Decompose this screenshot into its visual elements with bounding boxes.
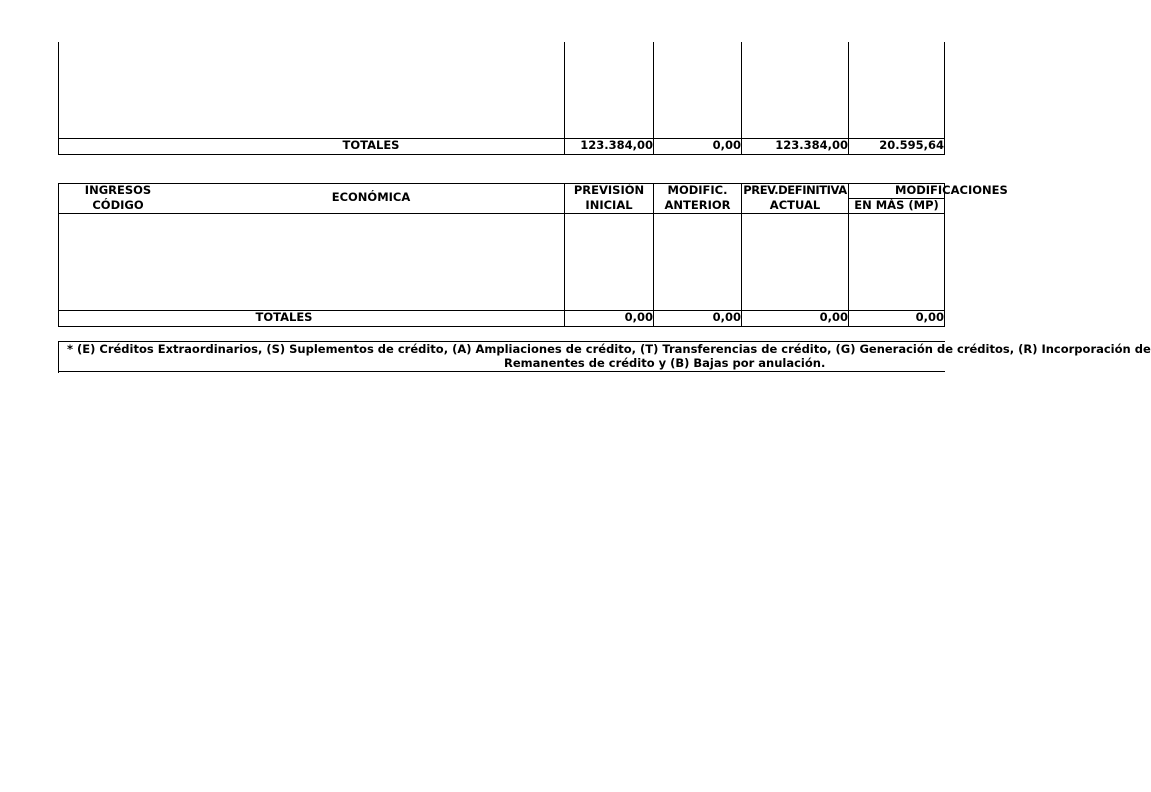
income-table — [58, 183, 1008, 327]
upper-total-modific-anterior: 0,00 — [712, 138, 741, 152]
upper-total-modific: 20.595,64 — [879, 138, 944, 152]
income-total-modific-anterior: 0,00 — [712, 310, 741, 324]
upper-total-prevision-inicial: 123.384,00 — [580, 138, 653, 152]
footnote-line2: Remanentes de crédito y (B) Bajas por anulación. — [504, 356, 826, 370]
header-economica: ECONÓMICA — [331, 190, 411, 204]
header-modific-line1: MODIFIC. — [667, 183, 728, 197]
header-en-mas: EN MÁS (MP) — [854, 198, 939, 212]
income-totals-label: TOTALES — [255, 310, 313, 324]
header-prevdef-line2: ACTUAL — [769, 198, 821, 212]
footnote-line1: * (E) Créditos Extraordinarios, (S) Suplementos de crédito, (A) Ampliaciones de crédito, (T) Transferencias de crédito, (G) Generación de créditos, (R) Incorporación de — [67, 342, 1151, 356]
upper-table — [58, 42, 945, 155]
income-total-prevision-inicial: 0,00 — [624, 310, 653, 324]
upper-totals-label: TOTALES — [342, 138, 400, 152]
header-prevision-line2: INICIAL — [585, 198, 633, 212]
header-prevdef-line1: PREV.DEFINITIVA — [743, 183, 847, 197]
header-modific-line2: ANTERIOR — [664, 198, 731, 212]
income-total-en-mas: 0,00 — [915, 310, 944, 324]
footnote-box — [58, 341, 1151, 373]
header-codigo-line2: CÓDIGO — [92, 198, 144, 212]
upper-total-prev-definitiva: 123.384,00 — [775, 138, 848, 152]
header-prevision-line1: PREVISIÓN — [573, 183, 645, 197]
income-total-prev-definitiva: 0,00 — [819, 310, 848, 324]
header-codigo-line1: INGRESOS — [84, 183, 152, 197]
header-modificaciones: MODIFICACIONES — [895, 183, 1008, 197]
